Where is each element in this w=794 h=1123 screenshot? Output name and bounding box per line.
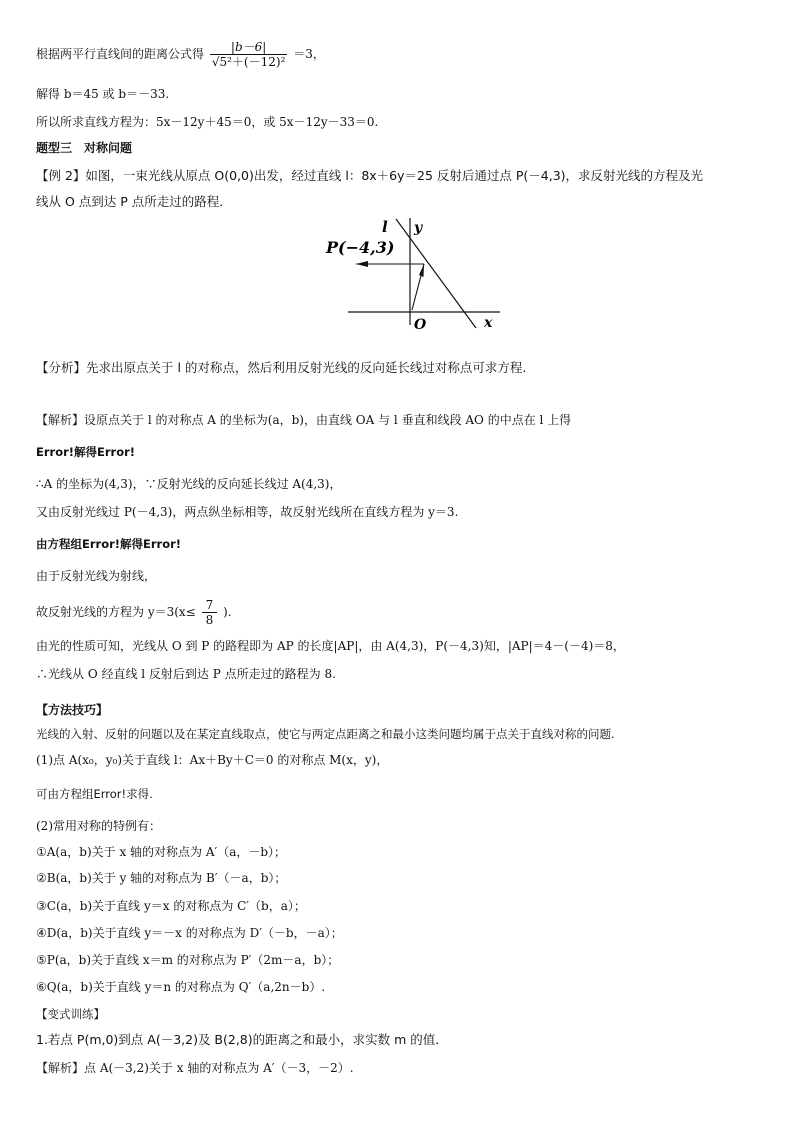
solution-line-3: ∴A 的坐标为(4,3)，∵反射光线的反向延长线过 A(4,3)， <box>36 477 342 491</box>
solve-b-line: 解得 b＝45 或 b＝－33. <box>36 87 170 101</box>
incident-arrow-icon <box>419 264 424 277</box>
reflection-diagram <box>320 213 510 333</box>
example-problem-line-1: 【例 2】如图，一束光线从原点 O(0,0)出发，经过直线 l：8x＋6y＝25 反射后通过点 P(－4,3)，求反射光线的方程及光 <box>36 168 704 183</box>
result-equation-line: 所以所求直线方程为：5x－12y＋45＝0，或 5x－12y－33＝0. <box>36 115 379 129</box>
distance-fraction <box>210 40 288 69</box>
text-segment: 故反射光线的方程为 y＝3(x≤ <box>36 605 196 619</box>
method-error-line: 可由方程组Error!求得. <box>36 787 153 801</box>
distance-formula-line <box>36 40 325 69</box>
fraction-denominator: 8 <box>205 613 214 627</box>
method-point-1-line: (1)点 A(x₀，y₀)关于直线 l：Ax＋By＋C＝0 的对称点 M(x，y)， <box>36 753 389 767</box>
method-intro-line: 光线的入射、反射的问题以及在某定直线取点，使它与两定点距离之和最小这类问题均属于点关于直线对称的问题. <box>36 727 615 741</box>
analysis-line: 【分析】先求出原点关于 l 的对称点，然后利用反射光线的反向延长线过对称点可求方程. <box>36 360 527 375</box>
exercise-heading: 【变式训练】 <box>36 1007 105 1021</box>
fraction-numerator: 7 <box>202 598 218 613</box>
example-problem-line-2: 线从 O 点到达 P 点所走过的路程． <box>36 194 232 209</box>
label-o: O <box>414 317 427 333</box>
label-p: P(−4,3) <box>326 238 395 257</box>
solution-error-line: Error!解得Error! <box>36 445 136 459</box>
text-segment: ＝3， <box>293 47 325 61</box>
reflected-arrow-icon <box>356 261 368 267</box>
symmetry-case-1: ①A(a，b)关于 x 轴的对称点为 A′（a，－b）； <box>36 845 287 859</box>
text-segment: ). <box>223 605 232 619</box>
solution-line-9: ∴光线从 O 经直线 l 反射后到达 P 点所走过的路程为 8. <box>36 667 336 681</box>
fraction-numerator: |b－6| <box>210 40 288 55</box>
symmetry-case-3: ③C(a，b)关于直线 y＝x 的对称点为 C′（b，a）； <box>36 899 306 913</box>
solution-line-8: 由光的性质可知，光线从 O 到 P 的路程即为 AP 的长度|AP|，由 A(4,3)，P(－4,3)知，|AP|＝4－(－4)＝8， <box>36 639 625 653</box>
symmetry-case-6: ⑥Q(a，b)关于直线 y＝n 的对称点为 Q′（a,2n－b）. <box>36 980 326 994</box>
exercise-solution-1: 【解析】点 A(－3,2)关于 x 轴的对称点为 A′（－3，－2）. <box>36 1061 354 1075</box>
section-heading: 题型三 对称问题 <box>36 141 133 155</box>
fraction-denominator: √5²＋(－12)² <box>211 55 286 69</box>
text-segment: 根据两平行直线间的距离公式得 <box>36 47 205 61</box>
solution-line-1: 【解析】设原点关于 l 的对称点 A 的坐标为(a，b)，由直线 OA 与 l 垂直和线段 AO 的中点在 l 上得 <box>36 413 572 427</box>
symmetry-case-2: ②B(a，b)关于 y 轴的对称点为 B′（－a，b）； <box>36 871 287 885</box>
method-point-2-line: (2)常用对称的特例有： <box>36 819 161 833</box>
method-heading: 【方法技巧】 <box>36 703 109 717</box>
reflected-ray-equation-line <box>36 598 232 627</box>
solution-line-4: 又由反射光线过 P(－4,3)，两点纵坐标相等，故反射光线所在直线方程为 y＝3. <box>36 505 459 519</box>
symmetry-case-5: ⑤P(a，b)关于直线 x＝m 的对称点为 P′（2m－a，b）； <box>36 953 340 967</box>
solution-line-6: 由于反射光线为射线， <box>36 569 157 583</box>
label-l: l <box>382 218 388 236</box>
seven-eighths-fraction <box>202 598 218 627</box>
symmetry-case-4: ④D(a，b)关于直线 y＝－x 的对称点为 D′（－b，－a）； <box>36 926 343 940</box>
solution-error-line-2: 由方程组Error!解得Error! <box>36 537 182 551</box>
exercise-problem-1: 1.若点 P(m,0)到点 A(－3,2)及 B(2,8)的距离之和最小，求实数 m 的值． <box>36 1032 448 1047</box>
label-y: y <box>414 220 423 236</box>
label-x: x <box>484 315 493 331</box>
